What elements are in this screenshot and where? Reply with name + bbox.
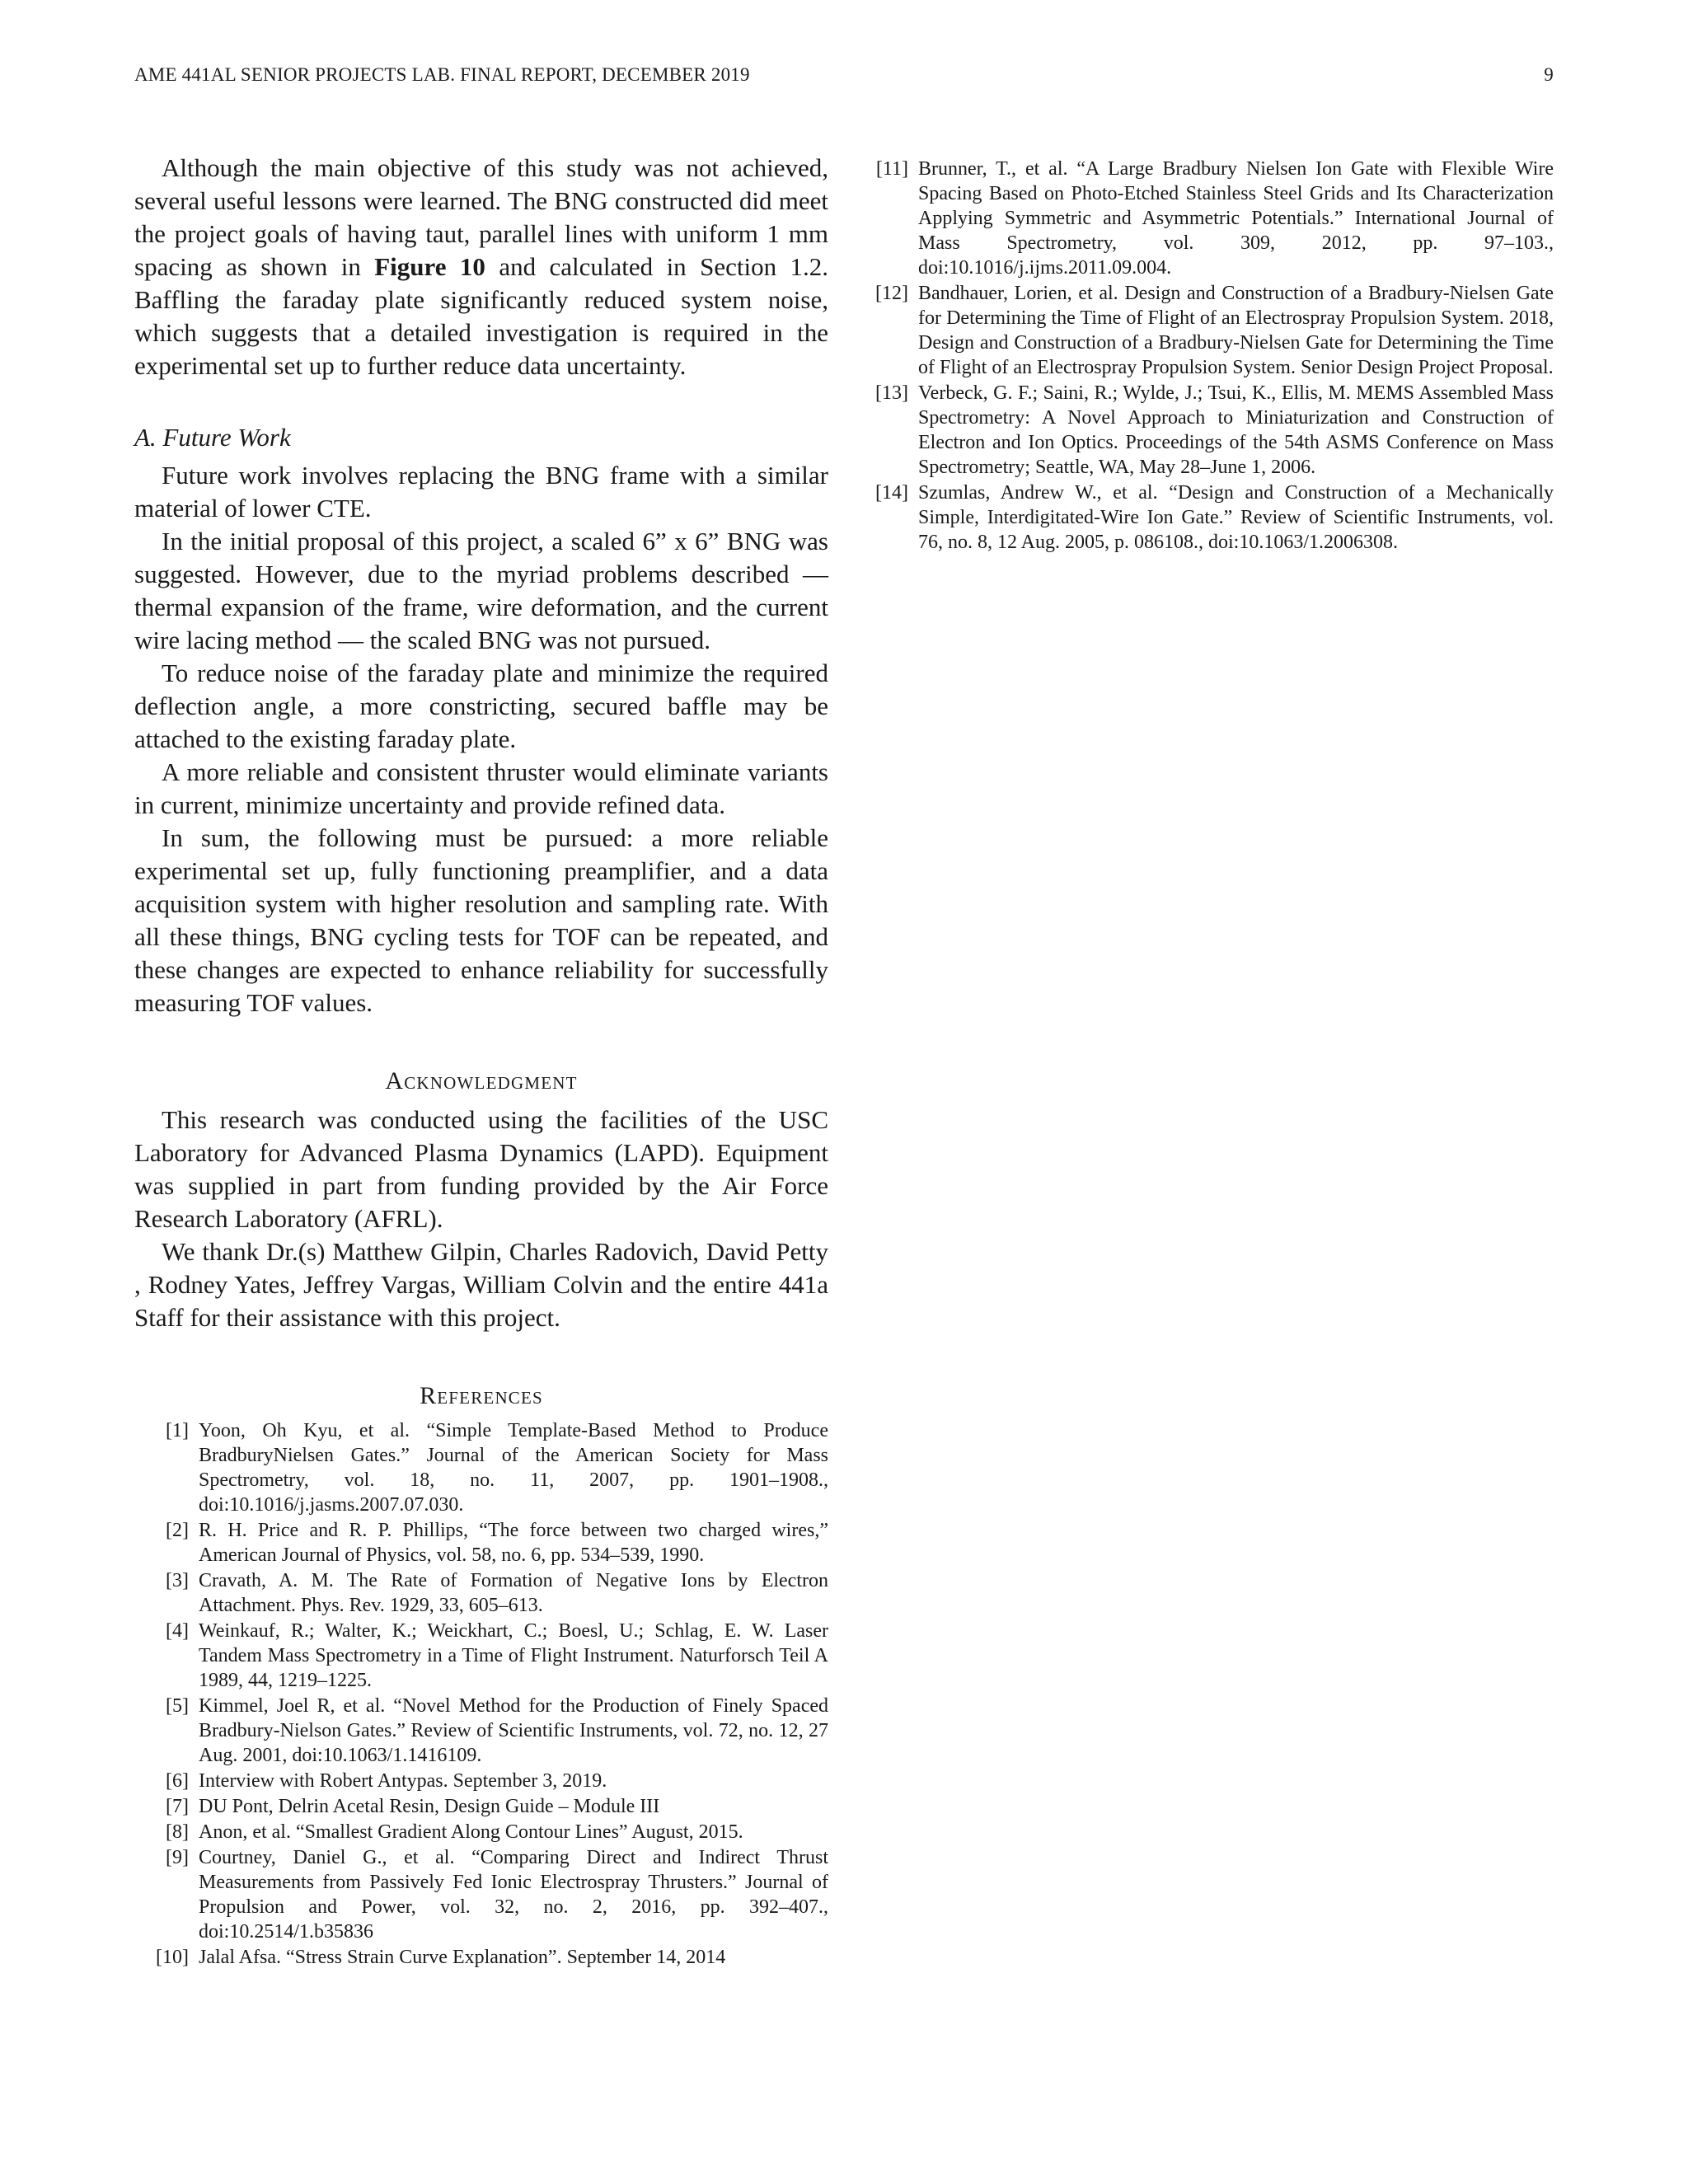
- reference-text: Jalal Afsa. “Stress Strain Curve Explanation”. September 14, 2014: [199, 1947, 726, 1968]
- reference-item: [134, 1418, 828, 1517]
- reference-item: [868, 281, 1554, 380]
- reference-text: Verbeck, G. F.; Saini, R.; Wylde, J.; Tsui, K., Ellis, M. MEMS Assembled Mass Spectrometry: A Novel Approach to Miniaturization and Construction of Electron and Ion Optics. Proceedings of the 54th ASMS Conference on Mass Spectrometry; Seattle, WA, May 28–June 1, 2006.: [918, 382, 1554, 478]
- reference-text: Bandhauer, Lorien, et al. Design and Construction of a Bradbury-Nielsen Gate for Determining the Time of Flight of an Electrospray Propulsion System. 2018, Design and Construction of a Bradbury-Nielsen Gate for Determining the Time of Flight of an Electrospray Propulsion System. Senior Design Project Proposal.: [918, 283, 1554, 378]
- reference-number: [12]: [875, 283, 908, 304]
- acknowledgment-paragraph: This research was conducted using the facilities of the USC Laboratory for Advanced Plasma Dynamics (LAPD). Equipment was supplied in part from funding provided by the Air Force Research Laboratory (AFRL).: [134, 1105, 828, 1233]
- reference-number: [10]: [156, 1947, 189, 1968]
- future-work-paragraph: To reduce noise of the faraday plate and minimize the required deflection angle, a more constricting, secured baffle may be attached to the existing faraday plate.: [134, 658, 828, 753]
- reference-text: Anon, et al. “Smallest Gradient Along Contour Lines” August, 2015.: [199, 1821, 743, 1843]
- reference-number: [4]: [166, 1620, 189, 1642]
- reference-text: Cravath, A. M. The Rate of Formation of Negative Ions by Electron Attachment. Phys. Rev. 1929, 33, 605–613.: [199, 1570, 828, 1616]
- reference-list-left: [134, 1418, 828, 1970]
- reference-text: Courtney, Daniel G., et al. “Comparing Direct and Indirect Thrust Measurements from Passively Fed Ionic Electrospray Thrusters.” Journal of Propulsion and Power, vol. 32, no. 2, 2016, pp. 392–407., doi:10.2514/1.b35836: [199, 1847, 828, 1943]
- references-heading: References: [420, 1382, 543, 1409]
- future-work-paragraph: In sum, the following must be pursued: a more reliable experimental set up, fully functioning preamplifier, and a data acquisition system with higher resolution and sampling rate. With all these things, BNG cycling tests for TOF can be repeated, and these changes are expected to enhance reliability for successfully measuring TOF values.: [134, 823, 828, 1017]
- reference-number: [5]: [166, 1695, 189, 1717]
- reference-text: DU Pont, Delrin Acetal Resin, Design Guide – Module III: [199, 1796, 660, 1817]
- reference-item: [134, 1619, 828, 1693]
- reference-text: Weinkauf, R.; Walter, K.; Weickhart, C.; Boesl, U.; Schlag, E. W. Laser Tandem Mass Spectrometry in a Time of Flight Instrument. Naturforsch Teil A 1989, 44, 1219–1225.: [199, 1620, 828, 1691]
- acknowledgment-heading: Acknowledgment: [385, 1067, 578, 1094]
- reference-number: [7]: [166, 1796, 189, 1817]
- future-work-paragraph: In the initial proposal of this project, a scaled 6” x 6” BNG was suggested. However, due to the myriad problems described — thermal expansion of the frame, wire deformation, and the current wire lacing method — the scaled BNG was not pursued.: [134, 527, 828, 654]
- reference-text: Interview with Robert Antypas. September 3, 2019.: [199, 1770, 607, 1792]
- running-header: [134, 64, 1554, 86]
- reference-item: [134, 1568, 828, 1618]
- reference-item: [134, 1794, 828, 1819]
- reference-text: Kimmel, Joel R, et al. “Novel Method for the Production of Finely Spaced Bradbury-Nielson Gates.” Review of Scientific Instruments, vol. 72, no. 12, 27 Aug. 2001, doi:10.1063/1.1416109.: [199, 1695, 828, 1766]
- page-number: 9: [1544, 64, 1554, 85]
- reference-item: [134, 1769, 828, 1793]
- figure-reference: Figure 10: [374, 252, 485, 281]
- reference-number: [13]: [875, 382, 908, 404]
- reference-item: [134, 1518, 828, 1568]
- future-work-paragraph: Future work involves replacing the BNG frame with a similar material of lower CTE.: [134, 461, 828, 523]
- reference-item: [134, 1845, 828, 1944]
- future-work-heading: A. Future Work: [134, 423, 291, 452]
- conclusion-text-end: and calculated in Section 1.2. Baffling the faraday plate significantly reduced system noise, which suggests that a detailed investigation is required in the experimental set up to further reduce data uncertainty.: [134, 252, 828, 380]
- right-column: [868, 157, 1554, 555]
- reference-number: [8]: [166, 1821, 189, 1843]
- conclusion-paragraph: [134, 152, 828, 382]
- reference-item: [868, 157, 1554, 280]
- reference-text: R. H. Price and R. P. Phillips, “The force between two charged wires,” American Journal of Physics, vol. 58, no. 6, pp. 534–539, 1990.: [199, 1520, 828, 1566]
- reference-item: [134, 1694, 828, 1768]
- reference-text: Yoon, Oh Kyu, et al. “Simple Template-Based Method to Produce BradburyNielsen Gates.” Journal of the American Society for Mass Spectrometry, vol. 18, no. 11, 2007, pp. 1901–1908., doi:10.1016/j.jasms.2007.07.030.: [199, 1420, 828, 1516]
- left-column: [134, 152, 828, 1971]
- reference-number: [11]: [875, 158, 908, 180]
- reference-item: [868, 381, 1554, 480]
- header-title: AME 441AL SENIOR PROJECTS LAB. FINAL REPORT, DECEMBER 2019: [134, 64, 750, 85]
- reference-text: Brunner, T., et al. “A Large Bradbury Nielsen Ion Gate with Flexible Wire Spacing Based on Photo-Etched Stainless Steel Grids and Its Characterization Applying Symmetric and Asymmetric Potentials.” International Journal of Mass Spectrometry, vol. 309, 2012, pp. 97–103., doi:10.1016/j.ijms.2011.09.004.: [918, 158, 1554, 279]
- acknowledgment-paragraph: We thank Dr.(s) Matthew Gilpin, Charles Radovich, David Petty , Rodney Yates, Jeffrey Vargas, William Colvin and the entire 441a Staff for their assistance with this project.: [134, 1237, 828, 1332]
- reference-number: [2]: [166, 1520, 189, 1541]
- reference-item: [134, 1820, 828, 1844]
- reference-list-right: [868, 157, 1554, 555]
- reference-number: [3]: [166, 1570, 189, 1591]
- reference-item: [868, 480, 1554, 555]
- reference-number: [1]: [166, 1420, 189, 1441]
- reference-number: [6]: [166, 1770, 189, 1792]
- reference-number: [9]: [166, 1847, 189, 1868]
- conclusion-text-start: Although the main objective of this study was not achieved, several useful lessons were learned. The BNG constructed did meet the project goals of having taut, parallel lines with uniform 1 mm spacing as shown in: [134, 153, 828, 281]
- reference-text: Szumlas, Andrew W., et al. “Design and Construction of a Mechanically Simple, Interdigitated-Wire Ion Gate.” Review of Scientific Instruments, vol. 76, no. 8, 12 Aug. 2005, p. 086108., doi:10.1063/1.2006308.: [918, 482, 1554, 553]
- reference-item: [134, 1945, 828, 1970]
- future-work-paragraph: A more reliable and consistent thruster would eliminate variants in current, minimize uncertainty and provide refined data.: [134, 757, 828, 819]
- reference-number: [14]: [875, 482, 908, 504]
